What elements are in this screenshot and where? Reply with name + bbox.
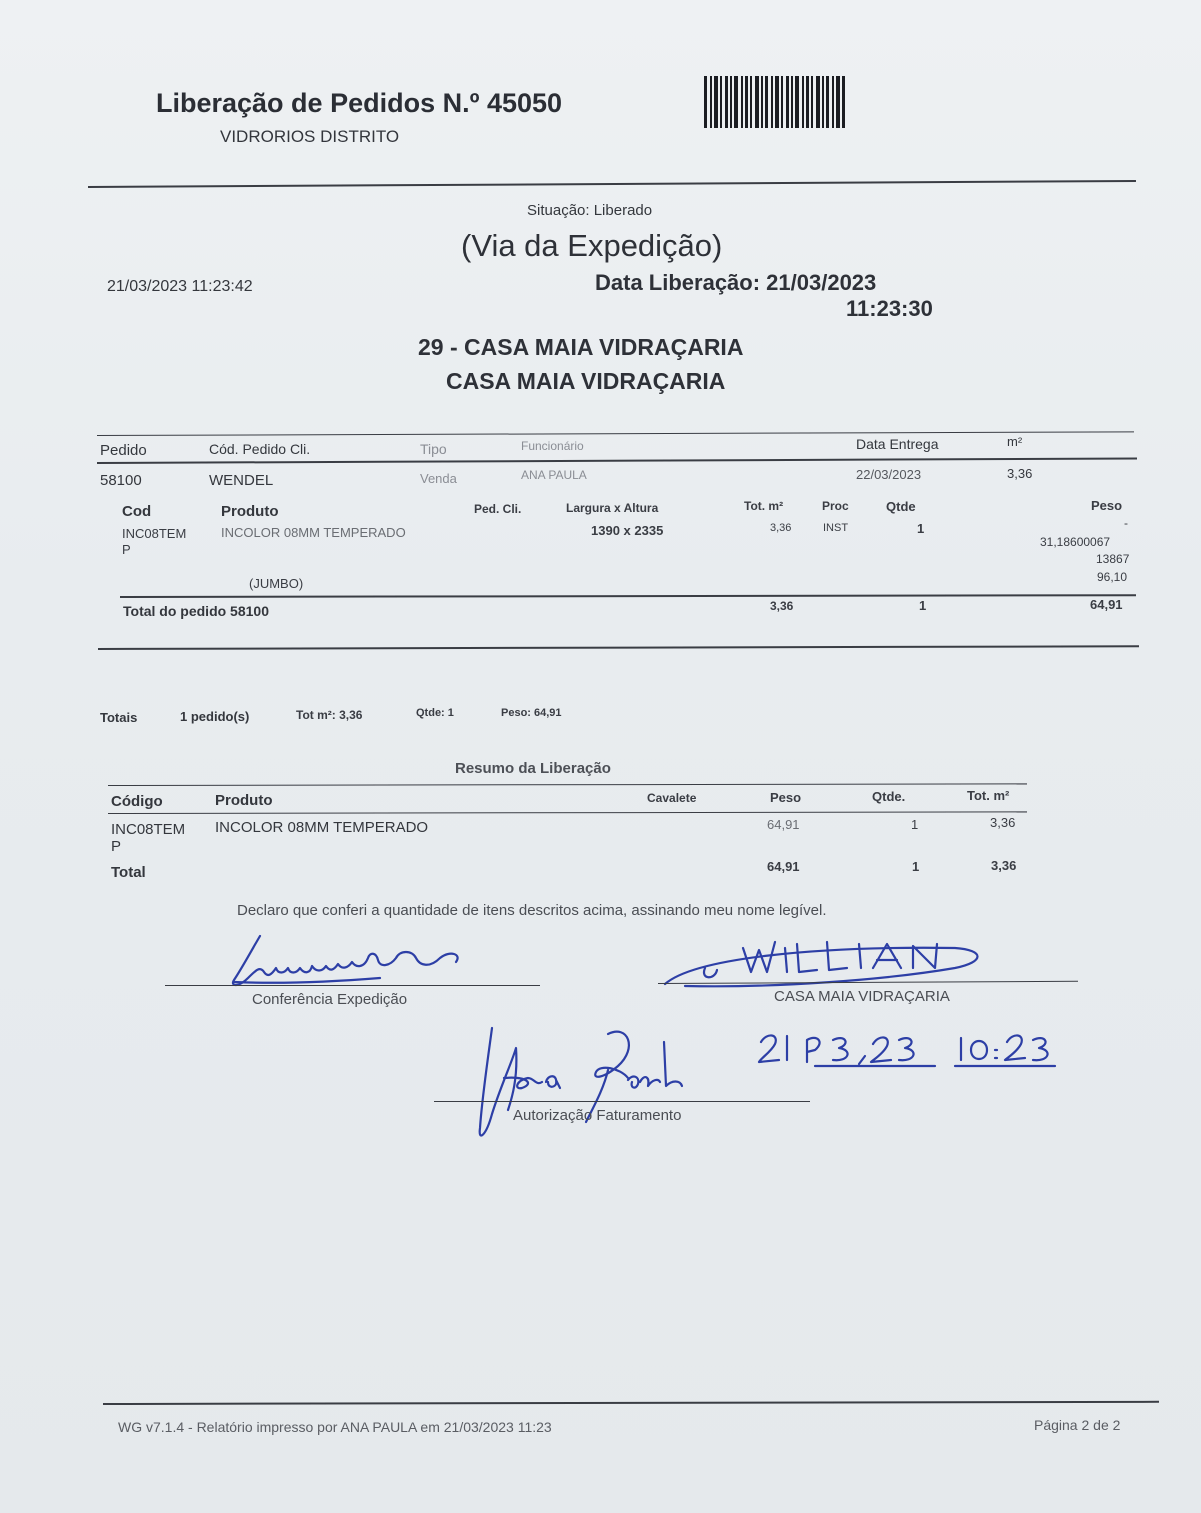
item-header-ped-cli: Ped. Cli. <box>474 502 522 516</box>
release-date: Data Liberação: 21/03/2023 <box>595 270 877 295</box>
item-header-proc: Proc <box>822 499 849 513</box>
client-code-name: 29 - CASA MAIA VIDRAÇARIA <box>418 334 744 360</box>
summary-product: INCOLOR 08MM TEMPERADO <box>215 819 429 836</box>
col-header-cod-pedido-cli: Cód. Pedido Cli. <box>209 441 311 457</box>
order-total-m2: 3,36 <box>770 599 794 613</box>
footer-page-number: Página 2 de 2 <box>1034 1417 1121 1433</box>
declaration-text: Declaro que conferi a quantidade de itens descritos acima, assinando meu nome legível. <box>237 902 827 919</box>
totals-m2: Tot m²: 3,36 <box>296 708 363 722</box>
client-order-code: WENDEL <box>209 472 274 489</box>
totals-peso: Peso: 64,91 <box>501 707 562 719</box>
signature-conferencia-handwriting <box>220 928 480 998</box>
summary-header-rule <box>108 811 1027 814</box>
item-header-qtde: Qtde <box>886 499 916 514</box>
summary-peso: 64,91 <box>767 817 800 832</box>
item-peso-line3: 96,10 <box>1097 570 1128 584</box>
signature-label-autorizacao: Autorização Faturamento <box>513 1107 682 1124</box>
item-jumbo-note: (JUMBO) <box>249 576 304 591</box>
order-table-header-rule <box>97 457 1137 464</box>
summary-qtde: 1 <box>911 817 919 832</box>
signature-line-conferencia <box>165 985 540 986</box>
summary-header-peso: Peso <box>770 790 802 805</box>
summary-top-rule <box>108 783 1027 786</box>
item-peso-dash: - <box>1124 516 1128 530</box>
summary-total-m2: 3,36 <box>991 858 1017 873</box>
summary-header-cavalete: Cavalete <box>647 791 697 805</box>
summary-header-produto: Produto <box>215 792 273 809</box>
item-proc: INST <box>823 522 849 534</box>
col-header-tipo: Tipo <box>420 441 447 457</box>
handwritten-date <box>755 1028 1065 1074</box>
signature-label-conferencia: Conferência Expedição <box>252 991 408 1008</box>
item-header-tot-m2: Tot. m² <box>744 499 784 513</box>
document-title: Liberação de Pedidos N.º 45050 <box>156 88 563 118</box>
summary-code-line2: P <box>111 838 122 855</box>
item-code-line2: P <box>122 542 131 557</box>
item-tot-m2: 3,36 <box>770 522 792 534</box>
order-m2: 3,36 <box>1007 466 1033 481</box>
company-name: VIDRORIOS DISTRITO <box>220 127 400 146</box>
order-total-qtde: 1 <box>919 598 927 613</box>
item-product: INCOLOR 08MM TEMPERADO <box>221 525 406 540</box>
footer-rule <box>103 1401 1159 1405</box>
signature-autorizacao-handwriting <box>468 1018 708 1144</box>
printed-datetime: 21/03/2023 11:23:42 <box>107 278 253 295</box>
header-divider <box>88 180 1136 188</box>
barcode <box>704 76 890 128</box>
totals-label: Totais <box>100 710 138 725</box>
item-header-cod: Cod <box>122 503 152 520</box>
col-header-funcionario: Funcionário <box>521 439 584 453</box>
summary-tot-m2: 3,36 <box>990 815 1016 830</box>
summary-total-qtde: 1 <box>912 859 920 874</box>
order-table-top-rule <box>97 431 1134 436</box>
item-header-produto: Produto <box>221 503 279 520</box>
col-header-data-entrega: Data Entrega <box>856 436 939 452</box>
summary-total-label: Total <box>111 864 146 881</box>
summary-title: Resumo da Liberação <box>455 760 611 777</box>
order-total-peso: 64,91 <box>1090 597 1123 612</box>
col-header-m2: m² <box>1007 434 1023 449</box>
copy-type-label: (Via da Expedição) <box>461 228 723 263</box>
situation-status: Situação: Liberado <box>527 202 653 219</box>
summary-code-line1: INC08TEM <box>111 821 186 838</box>
order-type: Venda <box>420 471 457 486</box>
item-qtde: 1 <box>917 521 925 536</box>
totals-qtde: Qtde: 1 <box>416 707 454 719</box>
summary-total-peso: 64,91 <box>767 859 800 874</box>
release-time: 11:23:30 <box>846 296 933 321</box>
delivery-date: 22/03/2023 <box>856 467 922 482</box>
totals-orders: 1 pedido(s) <box>180 709 250 724</box>
summary-header-tot-m2: Tot. m² <box>967 788 1010 803</box>
order-number: 58100 <box>100 472 142 489</box>
item-peso-line2: 13867 <box>1096 552 1130 566</box>
summary-header-codigo: Código <box>111 793 163 810</box>
item-header-largura-altura: Largura x Altura <box>566 501 659 515</box>
order-total-rule <box>120 594 1136 598</box>
order-employee: ANA PAULA <box>521 468 587 482</box>
order-total-label: Total do pedido 58100 <box>123 603 269 619</box>
col-header-pedido: Pedido <box>100 442 147 459</box>
footer-printed-by: WG v7.1.4 - Relatório impresso por ANA PAULA em 21/03/2023 11:23 <box>118 1419 552 1435</box>
item-header-peso: Peso <box>1091 498 1123 513</box>
order-table-bottom-rule <box>98 645 1139 650</box>
signature-label-cliente: CASA MAIA VIDRAÇARIA <box>774 988 950 1005</box>
item-code-line1: INC08TEM <box>122 526 187 541</box>
summary-header-qtde: Qtde. <box>872 789 906 804</box>
item-peso-line1: 31,18600067 <box>1040 535 1111 549</box>
item-dimensions: 1390 x 2335 <box>591 523 664 538</box>
client-name: CASA MAIA VIDRAÇARIA <box>446 368 726 394</box>
signature-line-autorizacao <box>434 1101 810 1102</box>
